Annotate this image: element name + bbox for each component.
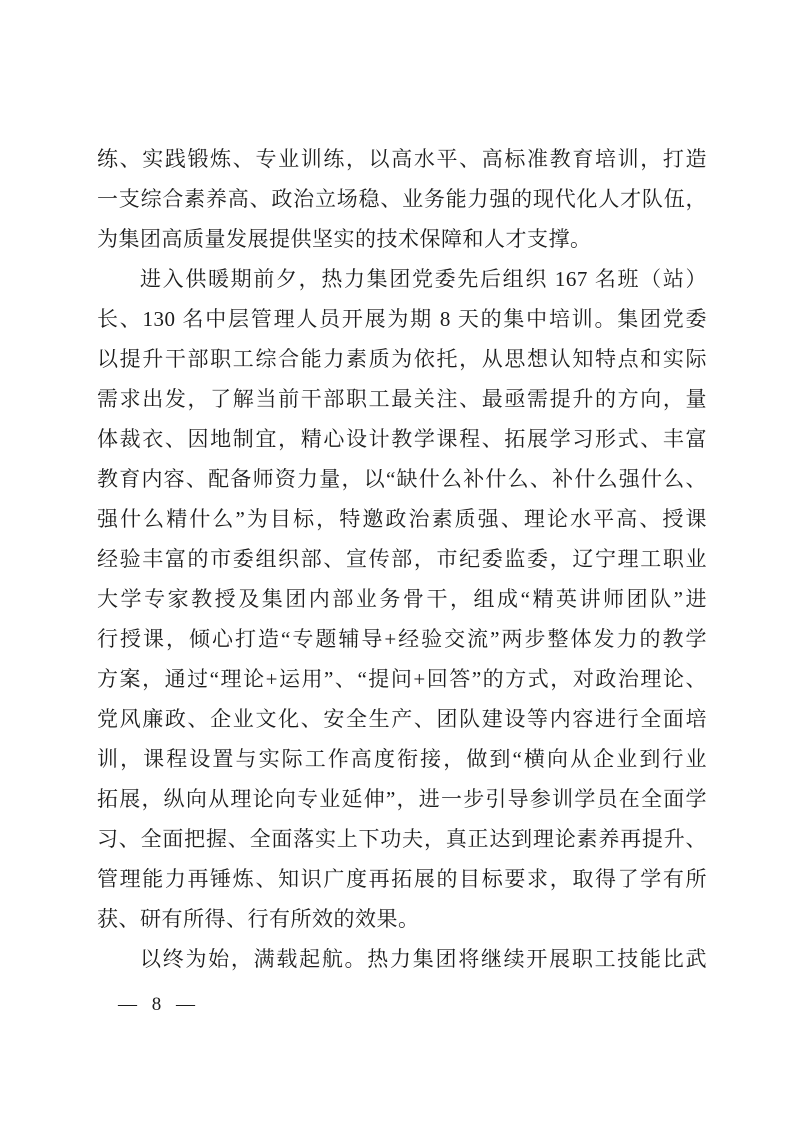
text-line: 以提升干部职工综合能力素质为依托，从思想认知特点和实际 <box>97 347 707 371</box>
text-line: 长、130 名中层管理人员开展为期 8 天的集中培训。集团党委 <box>97 307 707 331</box>
text-line: 管理能力再锤炼、知识广度再拓展的目标要求，取得了学有所 <box>97 867 707 891</box>
text-line: 强什么精什么”为目标，特邀政治素质强、理论水平高、授课 <box>97 507 707 531</box>
document-body <box>97 139 707 979</box>
text-line: 习、全面把握、全面落实上下功夫，真正达到理论素养再提升、 <box>97 827 707 851</box>
text-line: 大学专家教授及集团内部业务骨干，组成“精英讲师团队”进 <box>97 587 707 611</box>
text-line: 教育内容、配备师资力量，以“缺什么补什么、补什么强什么、 <box>97 467 707 491</box>
text-line: 体裁衣、因地制宜，精心设计教学课程、拓展学习形式、丰富 <box>97 427 707 451</box>
text-line: 一支综合素养高、政治立场稳、业务能力强的现代化人才队伍， <box>97 187 707 211</box>
text-line: 训，课程设置与实际工作高度衔接，做到“横向从企业到行业 <box>97 747 707 771</box>
text-line: 方案，通过“理论+运用”、“提问+回答”的方式，对政治理论、 <box>97 667 707 691</box>
text-line: 拓展，纵向从理论向专业延伸”，进一步引导参训学员在全面学 <box>97 787 707 811</box>
text-line: 获、研有所得、行有所效的效果。 <box>97 907 420 931</box>
text-line: 进入供暖期前夕，热力集团党委先后组织 167 名班（站） <box>140 267 707 291</box>
page-number: — 8 — <box>118 994 197 1015</box>
text-line: 以终为始，满载起航。热力集团将继续开展职工技能比武 <box>140 947 707 971</box>
text-line: 为集团高质量发展提供坚实的技术保障和人才支撑。 <box>97 227 592 251</box>
text-line: 经验丰富的市委组织部、宣传部，市纪委监委，辽宁理工职业 <box>97 547 707 571</box>
text-line: 需求出发，了解当前干部职工最关注、最亟需提升的方向，量 <box>97 387 707 411</box>
text-line: 党风廉政、企业文化、安全生产、团队建设等内容进行全面培 <box>97 707 707 731</box>
text-line: 练、实践锻炼、专业训练，以高水平、高标准教育培训，打造 <box>97 147 707 171</box>
text-line: 行授课，倾心打造“专题辅导+经验交流”两步整体发力的教学 <box>97 627 707 651</box>
